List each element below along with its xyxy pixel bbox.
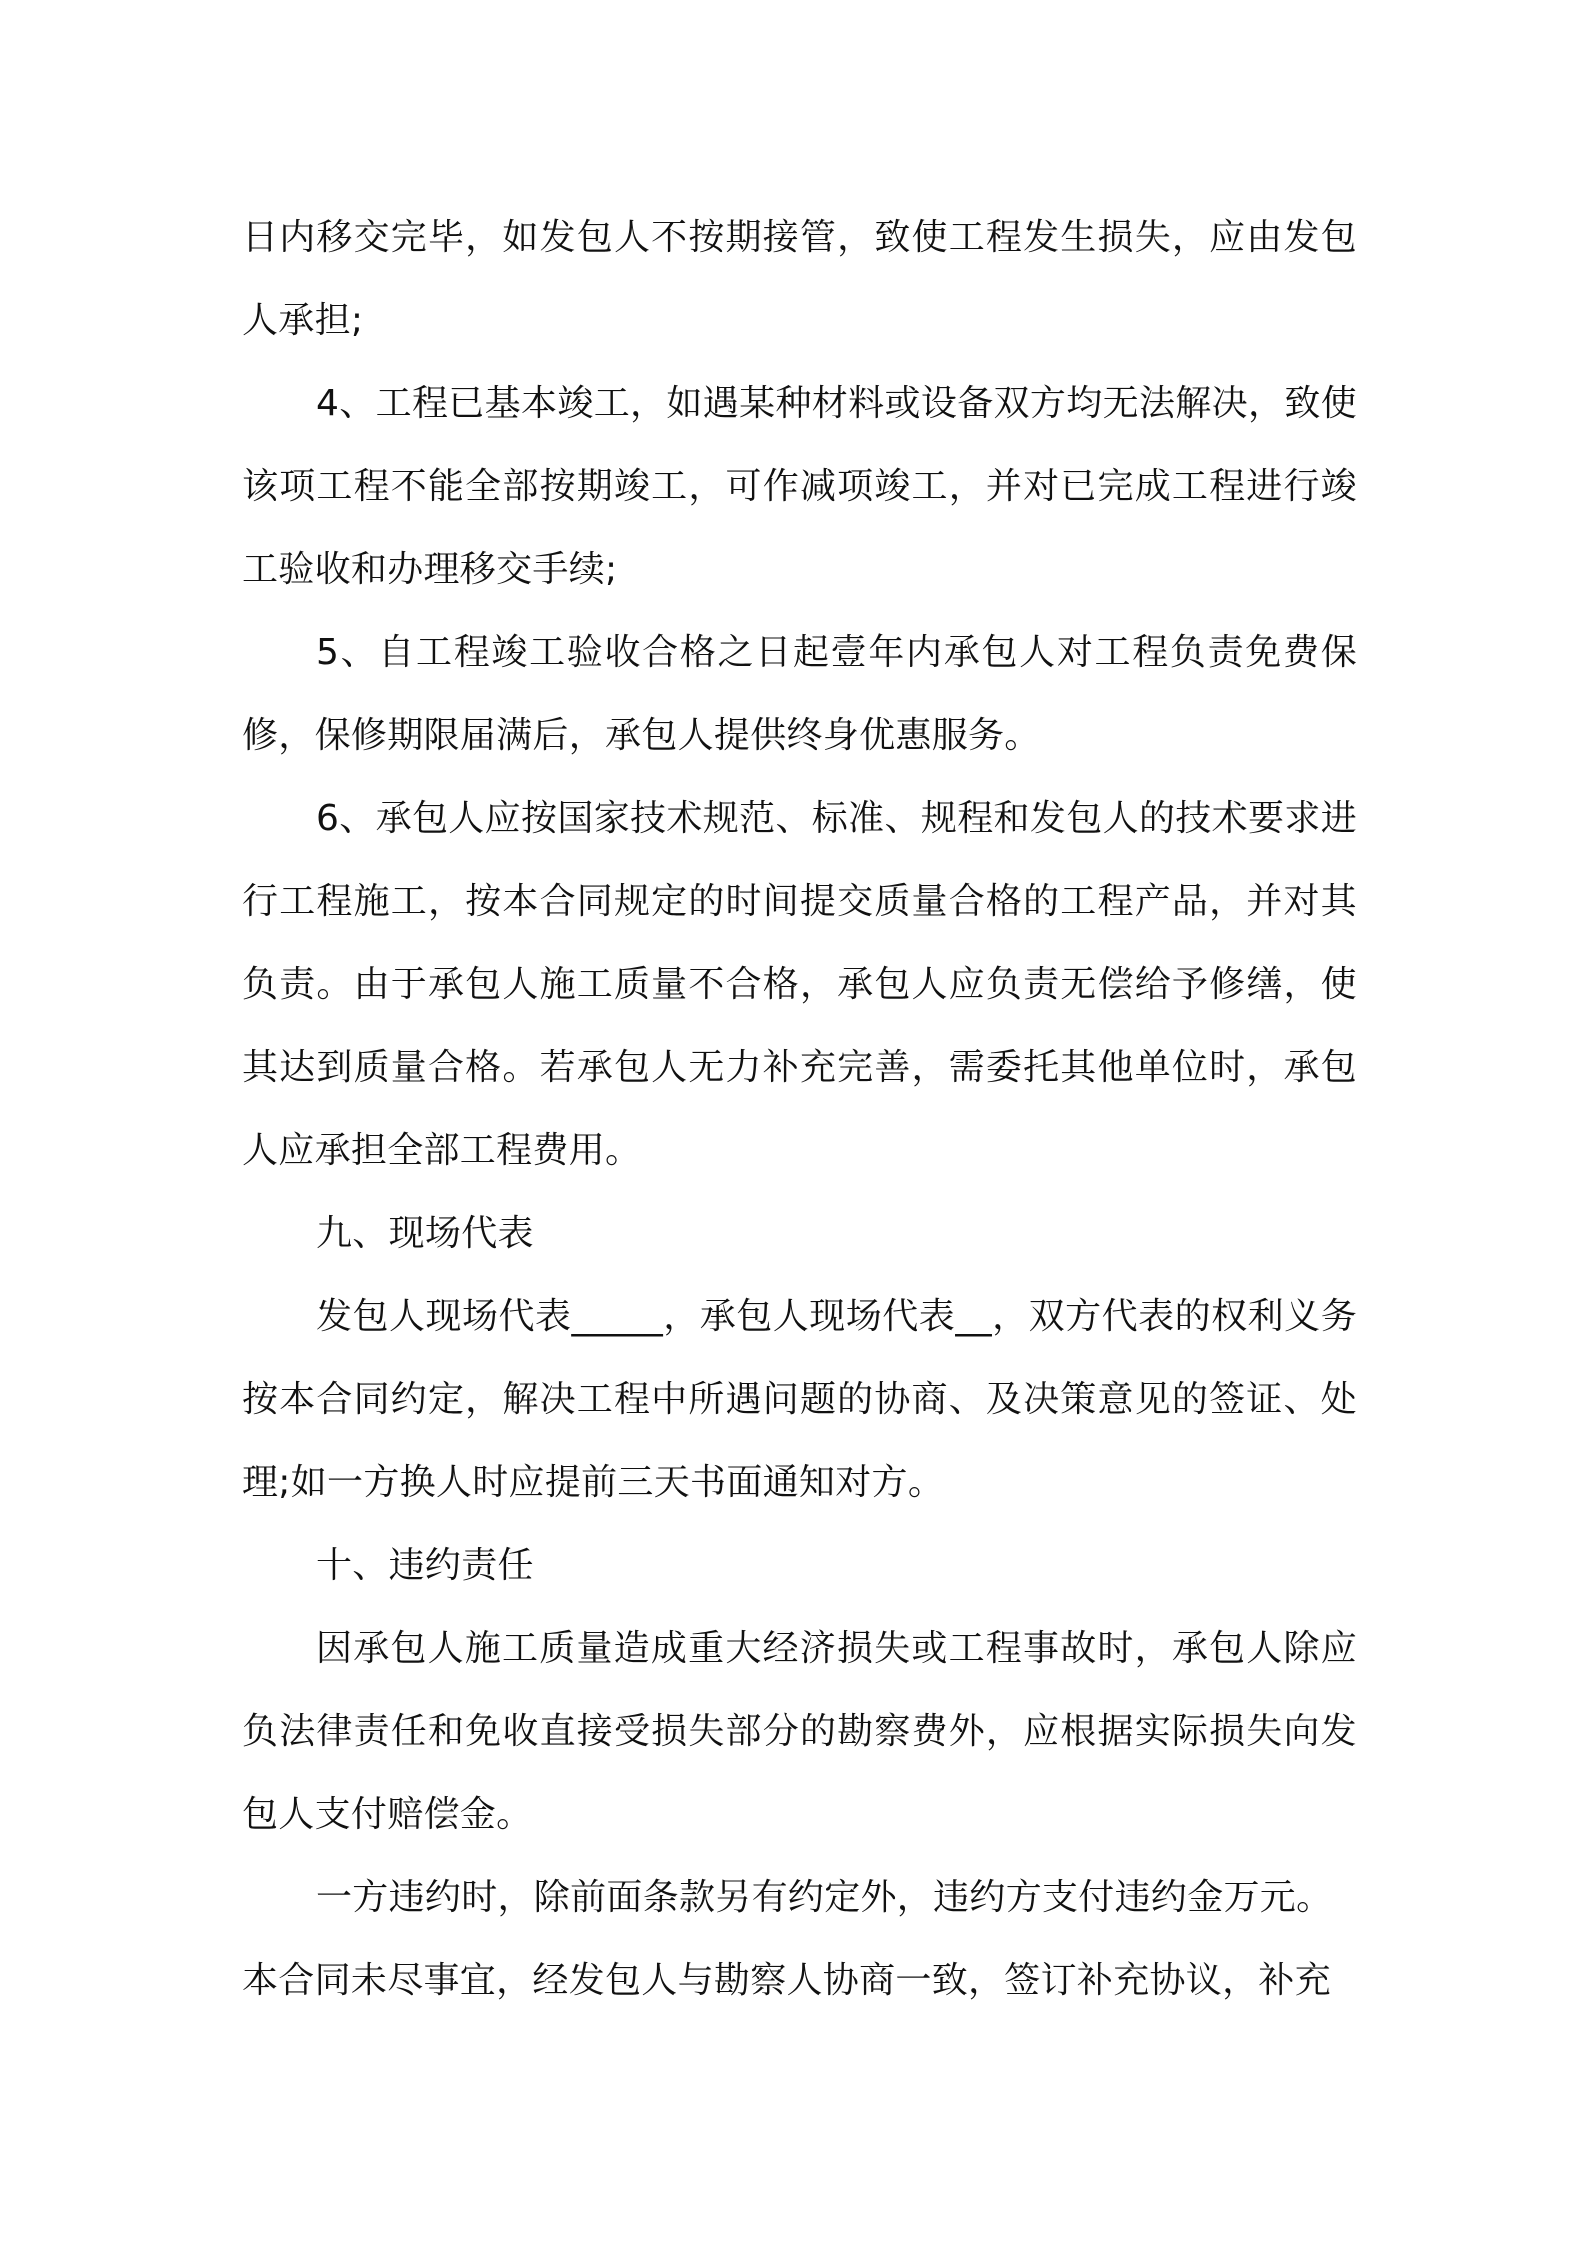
paragraph-clause-5: 5、自工程竣工验收合格之日起壹年内承包人对工程负责免费保修，保修期限届满后，承包人提供终身优惠服务。: [242, 632, 1357, 756]
paragraph-compensation: 因承包人施工质量造成重大经济损失或工程事故时，承包人除应负法律责任和免收直接受损失部分的勘察费外，应根据实际损失向发包人支付赔偿金。: [242, 1628, 1357, 1835]
paragraph-supplementary-agreement: 本合同未尽事宜，经发包人与勘察人协商一致，签订补充协议，补充: [242, 1960, 1332, 2001]
paragraph-site-representative: 发包人现场代表_____，承包人现场代表__，双方代表的权利义务按本合同约定，解决工程中所遇问题的协商、及决策意见的签证、处理;如一方换人时应提前三天书面通知对方。: [242, 1296, 1357, 1503]
document-body: [242, 196, 1357, 2022]
paragraph-handover-continuation: 日内移交完毕，如发包人不按期接管，致使工程发生损失，应由发包人承担;: [242, 217, 1357, 341]
paragraph-breach-penalty: 一方违约时，除前面条款另有约定外，违约方支付违约金万元。: [316, 1877, 1333, 1918]
section-heading-breach-liability: 十、违约责任: [316, 1545, 534, 1586]
paragraph-clause-6: 6、承包人应按国家技术规范、标准、规程和发包人的技术要求进行工程施工，按本合同规定的时间提交质量合格的工程产品，并对其负责。由于承包人施工质量不合格，承包人应负责无偿给予修缮，使其达到质量合格。若承包人无力补充完善，需委托其他单位时，承包人应承担全部工程费用。: [242, 798, 1357, 1171]
section-heading-site-representative: 九、现场代表: [316, 1213, 534, 1254]
paragraph-clause-4: 4、工程已基本竣工，如遇某种材料或设备双方均无法解决，致使该项工程不能全部按期竣工，可作减项竣工，并对已完成工程进行竣工验收和办理移交手续;: [242, 383, 1357, 590]
